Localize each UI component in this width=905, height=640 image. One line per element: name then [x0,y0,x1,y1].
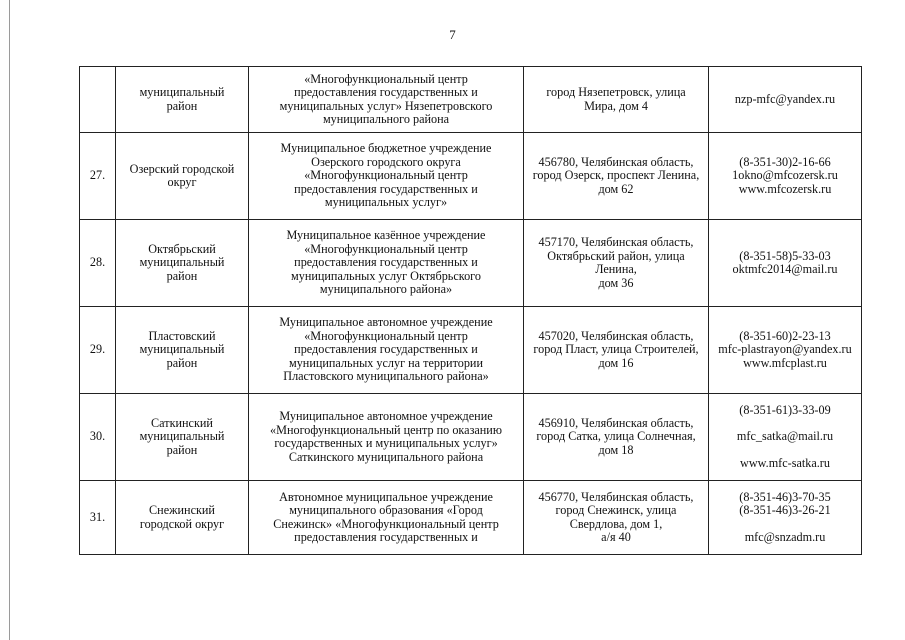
municipality-line: район [166,98,198,113]
organization-line: «Многофункциональный центр [304,241,468,256]
municipality-line: Саткинский [151,415,213,430]
contacts-line: (8-351-61)3-33-09 [739,402,831,417]
organization-line: Муниципальное автономное учреждение [279,409,493,423]
organization-cell [249,307,524,394]
contacts-cell [709,220,862,307]
organization-line: государственных и муниципальных услуг» [274,436,498,450]
organization-line: «Многофункциональный центр по оказанию [270,422,502,437]
organization-cell [249,481,524,555]
contacts-cell [709,307,862,394]
address-line: 456770, Челябинская область, [538,489,694,504]
organization-line: Пластовского муниципального района» [283,369,489,384]
organization-line: муниципальных услуг на территории [289,355,483,370]
organization-line: муниципального образования «Город [289,503,483,517]
row-number-cell: 28. [80,220,116,307]
line-spacer [712,518,858,531]
municipality-cell [116,67,249,133]
contacts-line: nzp-mfc@yandex.ru [734,91,836,106]
organization-line: муниципальных услуг» [324,195,448,210]
organization-line: муниципальных услуг» Нязепетровского [279,98,493,113]
address-line: город Нязепетровск, улица [546,85,686,99]
organization-line: «Многофункциональный центр [304,71,468,86]
municipality-line: район [166,268,198,283]
contacts-line: mfc-plastrayon@yandex.ru [718,342,852,357]
organization-line: «Многофункциональный центр [304,328,468,343]
row-number-cell: 27. [80,133,116,220]
municipality-line: район [166,355,198,370]
contacts-line: www.mfcozersk.ru [738,181,832,196]
row-number-cell: 30. [80,394,116,481]
address-cell [524,67,709,133]
address-line: 457170, Челябинская область, [538,235,694,249]
organization-cell [249,394,524,481]
address-cell [524,481,709,555]
address-line: город Сатка, улица Солнечная, [536,429,696,444]
organization-line: Муниципальное автономное учреждение [279,315,493,330]
contacts-line: (8-351-46)3-70-35 [739,489,831,504]
contacts-line: mfc@snzadm.ru [744,529,826,544]
address-line: Октябрьский район, улица [547,248,685,263]
address-line: дом 18 [598,442,634,457]
table-row [80,307,862,394]
organization-line: Саткинского муниципального района [288,449,484,464]
contacts-line: mfc_satka@mail.ru [736,429,834,444]
organization-cell [249,67,524,133]
address-line: город Снежинск, улица [555,503,677,517]
organization-cell [249,133,524,220]
municipality-cell [116,307,249,394]
municipality-line: район [166,442,198,457]
address-line: Ленина, [595,262,637,276]
row-number-cell: 29. [80,307,116,394]
table-row [80,481,862,555]
organization-line: предоставления государственных и [294,342,478,357]
table-body [80,67,862,555]
organization-line: предоставления государственных и [294,255,478,270]
address-cell [524,307,709,394]
contacts-line: www.mfcplast.ru [743,355,827,370]
contacts-line: (8-351-30)2-16-66 [739,154,831,169]
municipality-line: Снежинский [149,503,215,517]
organization-line: предоставления государственных и [294,181,478,196]
address-line: 457020, Челябинская область, [538,328,694,343]
municipality-line: Озерский городской [129,161,235,176]
address-cell [524,220,709,307]
table-row [80,67,862,133]
contacts-cell [709,133,862,220]
contacts-cell [709,481,862,555]
contacts-line: oktmfc2014@mail.ru [732,262,838,276]
contacts-line: (8-351-46)3-26-21 [739,503,831,518]
organization-line: муниципального района» [319,282,453,297]
address-cell [524,394,709,481]
municipality-cell [116,133,249,220]
address-line: а/я 40 [601,530,631,544]
municipality-line: городской округ [139,516,225,531]
address-line: 456780, Челябинская область, [538,154,694,169]
municipality-line: муниципальный [139,342,225,357]
organization-line: предоставления государственных и [294,530,478,544]
organization-line: предоставления государственных и [294,85,478,99]
organization-line: Муниципальное бюджетное учреждение [280,141,492,156]
organization-line: Муниципальное казённое учреждение [286,228,486,243]
row-number-cell: 31. [80,481,116,555]
table-row [80,394,862,481]
organization-line: Снежинск» «Многофункциональный центр [273,516,499,531]
organization-line: муниципальных услуг Октябрьского [291,268,481,283]
municipality-line: округ [167,175,197,189]
contacts-line: 1okno@mfcozersk.ru [732,168,838,183]
address-line: город Пласт, улица Строителей, [533,342,699,357]
municipality-cell [116,394,249,481]
municipality-cell [116,220,249,307]
organization-line: Автономное муниципальное учреждение [279,489,493,504]
table-row [80,220,862,307]
municipality-line: Пластовский [148,328,216,343]
organization-line: «Многофункциональный центр [304,168,468,183]
municipality-line: муниципальный [139,85,225,99]
municipality-line: Октябрьский [148,241,216,256]
organization-line: муниципального района [322,112,450,126]
row-number-cell [80,67,116,133]
address-line: 456910, Челябинская область, [538,415,694,430]
contacts-line: www.mfc-satka.ru [740,455,830,470]
address-line: Свердлова, дом 1, [569,516,663,531]
address-line: дом 16 [598,355,634,370]
page-number: 7 [449,27,456,42]
address-line: дом 62 [598,181,634,196]
contacts-cell [709,67,862,133]
contacts-cell [709,394,862,481]
line-spacer [712,444,858,457]
scan-edge-line [9,0,10,640]
address-line: город Озерск, проспект Ленина, [532,168,700,183]
address-line: Мира, дом 4 [584,98,648,113]
contacts-line: (8-351-60)2-23-13 [739,328,831,343]
organization-line: Озерского городского округа [311,154,461,169]
organization-cell [249,220,524,307]
mfc-registry-table [79,66,862,555]
table-row [80,133,862,220]
municipality-line: муниципальный [139,255,225,270]
address-line: дом 36 [598,275,634,290]
municipality-cell [116,481,249,555]
contacts-line: (8-351-58)5-33-03 [739,248,831,263]
address-cell [524,133,709,220]
municipality-line: муниципальный [139,429,225,444]
